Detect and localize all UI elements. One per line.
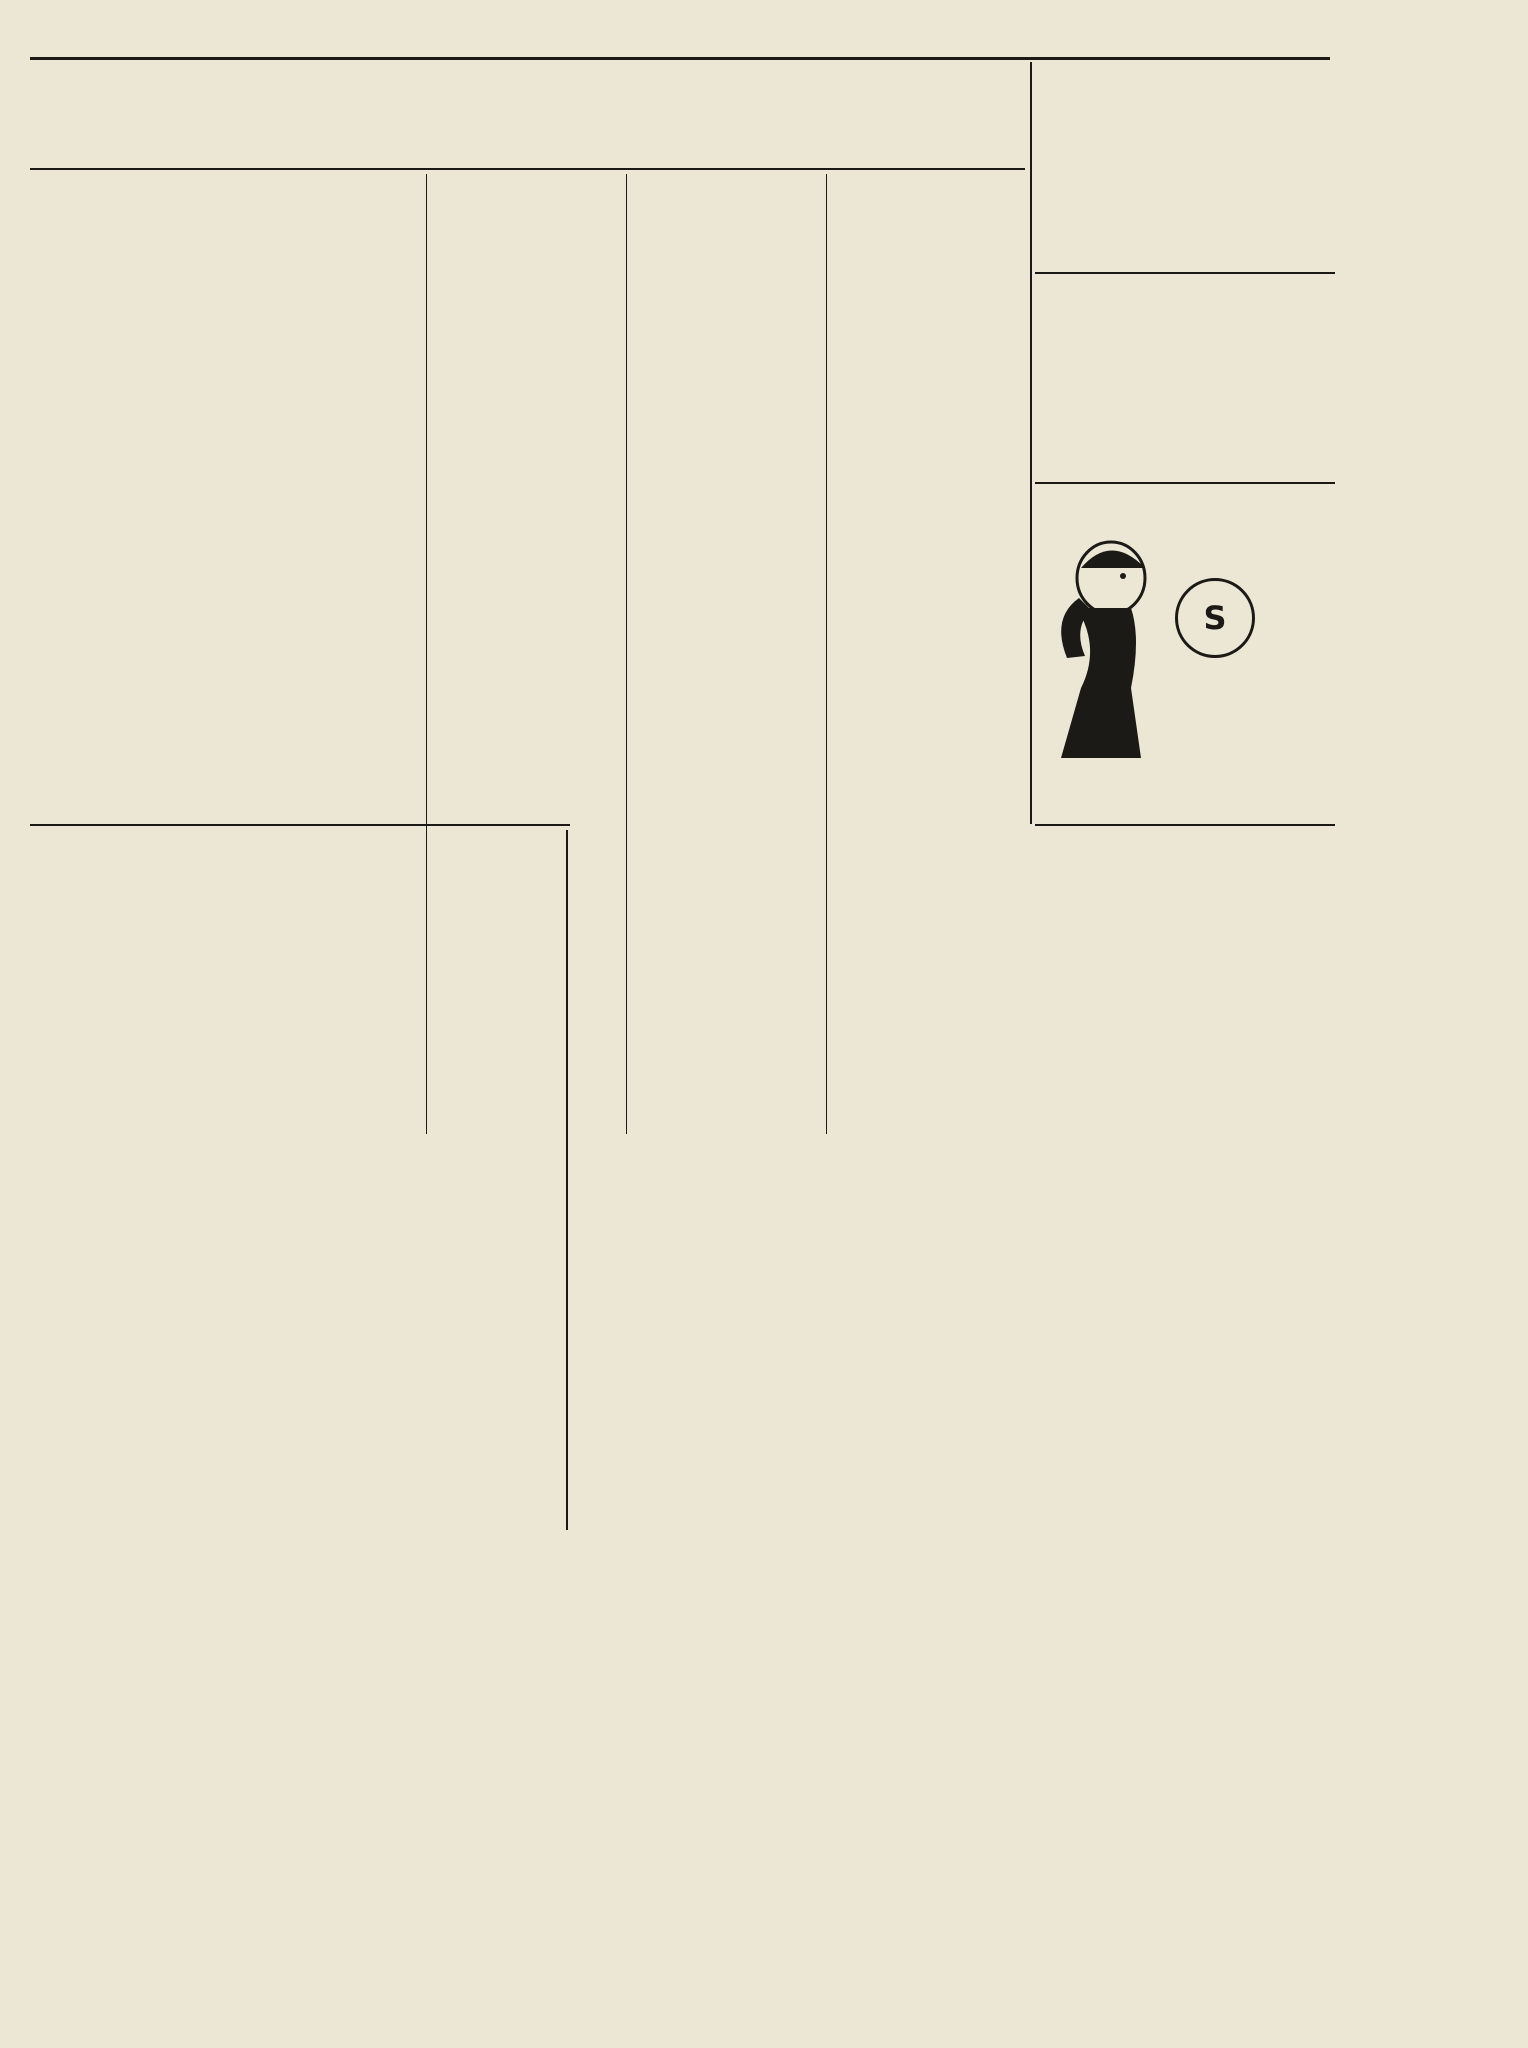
bank-hours xyxy=(1040,278,1330,478)
clemency-notice xyxy=(1040,68,1330,268)
article-col4-text xyxy=(228,174,421,484)
article-col2c-text xyxy=(630,747,822,1077)
sandoz-logo: S xyxy=(1175,578,1255,658)
article-col4-block xyxy=(228,174,421,994)
article-col3c-text xyxy=(430,872,622,1072)
article-col2-text xyxy=(630,174,822,319)
headache-illustration xyxy=(1041,538,1161,758)
article-col2 xyxy=(630,174,822,1134)
article-col3 xyxy=(430,174,622,1134)
article-col3b-text xyxy=(430,318,622,868)
sandoz-ad xyxy=(1035,488,1335,818)
right-column-intro xyxy=(34,174,216,574)
pahlavi-ad-block xyxy=(938,834,1498,1274)
article-col4b-text xyxy=(228,488,421,968)
masthead xyxy=(30,30,1330,60)
article-col2b-text xyxy=(630,323,822,743)
clemency-body xyxy=(1040,74,1330,204)
right-column xyxy=(30,174,220,1274)
article-col1-text xyxy=(830,174,1025,564)
right-column-body xyxy=(34,582,216,1182)
article-col3-text xyxy=(430,174,622,314)
